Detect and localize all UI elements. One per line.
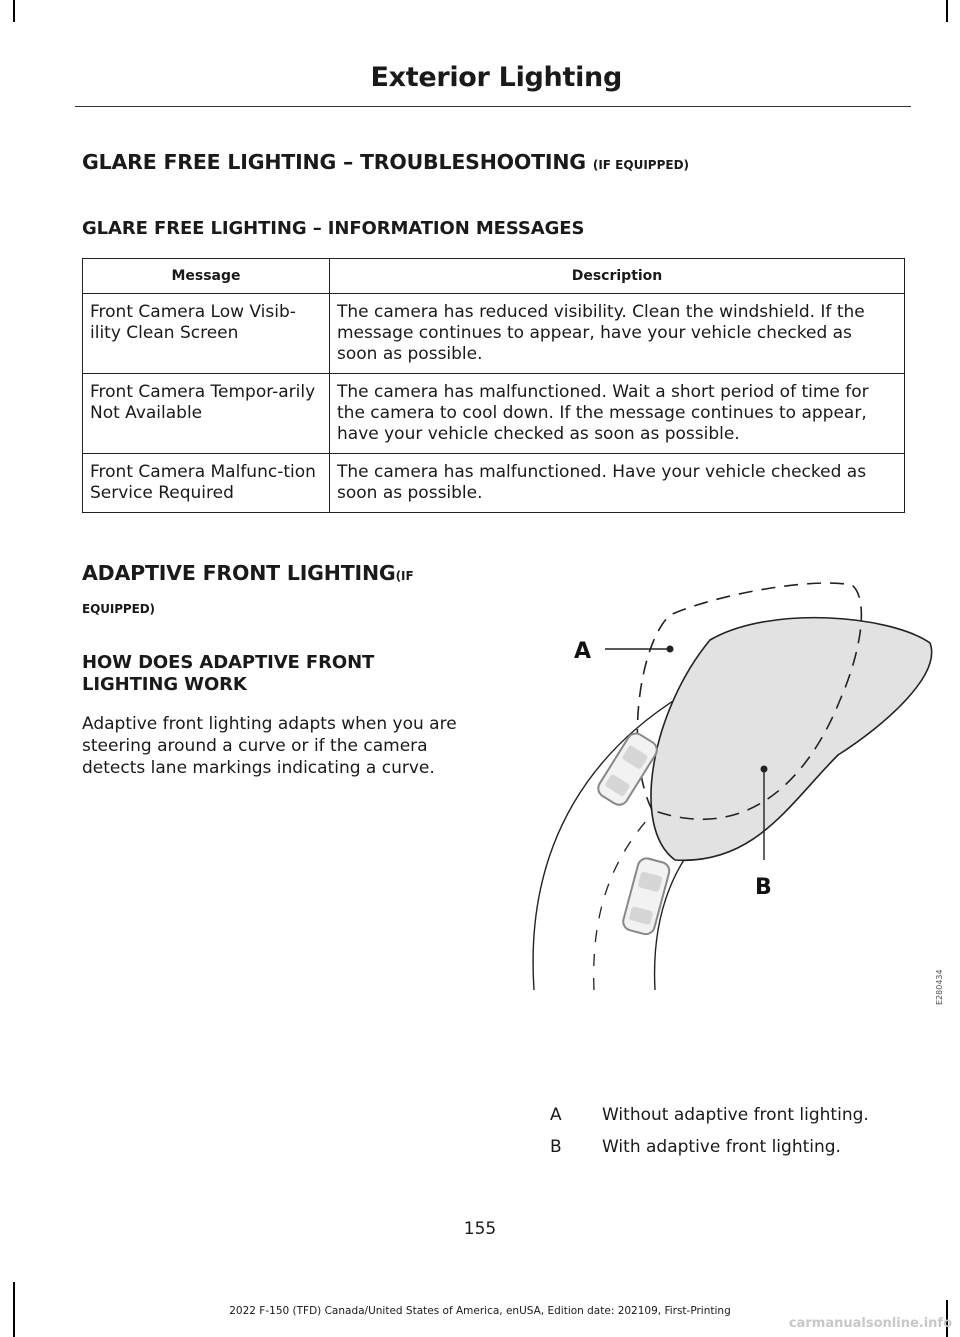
table-row [83,454,905,513]
section-title-text: GLARE FREE LIGHTING – TROUBLESHOOTING [82,150,586,174]
table-cell-message: Front Camera Malfunc-tion Service Required [83,454,330,513]
section-title-suffix: (IF [395,569,414,583]
crop-mark-top-right [946,0,948,22]
legend-text: Without adaptive front lighting. [602,1105,869,1125]
adaptive-lighting-description: Adaptive front lighting adapts when you are steering around a curve or if the camera detects lane markings indicating a curve. [82,714,457,778]
table-header-row [83,259,905,294]
page-footer: 2022 F-150 (TFD) Canada/United States of America, enUSA, Edition date: 202109, First-Printing [229,1305,731,1317]
table-row [83,374,905,454]
header-divider [75,106,911,107]
callout-label-a: A [574,639,592,664]
section-title-text: ADAPTIVE FRONT LIGHTING [82,561,396,585]
table-row [83,294,905,374]
legend-key: B [550,1137,562,1157]
table-cell-description: The camera has malfunctioned. Wait a short period of time for the camera to cool down. If the message continues to appear, have your vehicle checked as soon as possible. [330,374,905,454]
legend-text: With adaptive front lighting. [602,1137,841,1157]
table-cell-message: Front Camera Tempor-arily Not Available [83,374,330,454]
watermark: carmanualsonline.info [788,1316,952,1331]
page-number: 155 [463,1219,497,1239]
table-cell-description: The camera has malfunctioned. Have your vehicle checked as soon as possible. [330,454,905,513]
legend-key: A [550,1105,562,1125]
table-cell-message: Front Camera Low Visib-ility Clean Screen [83,294,330,374]
section-title-suffix: (IF EQUIPPED) [592,158,690,172]
table-header-message: Message [83,259,330,294]
subsection-title-info-messages: GLARE FREE LIGHTING – INFORMATION MESSAGES [82,218,585,239]
section-title-suffix-line2: EQUIPPED) [82,602,155,616]
callout-label-b: B [755,875,772,900]
information-messages-table [82,258,905,513]
crop-mark-top-left [13,0,15,22]
figure-code: E280434 [935,969,944,1005]
section-title-adaptive-front-lighting [82,561,414,585]
adaptive-lighting-illustration [510,565,950,1009]
page-header-title: Exterior Lighting [370,62,622,93]
table-cell-description: The camera has reduced visibility. Clean the windshield. If the message continues to appear, have your vehicle checked as soon as possible. [330,294,905,374]
section-title-glare-free [82,150,689,174]
table-header-description: Description [330,259,905,294]
subsection-title-how-it-works: HOW DOES ADAPTIVE FRONT LIGHTING WORK [82,652,375,695]
